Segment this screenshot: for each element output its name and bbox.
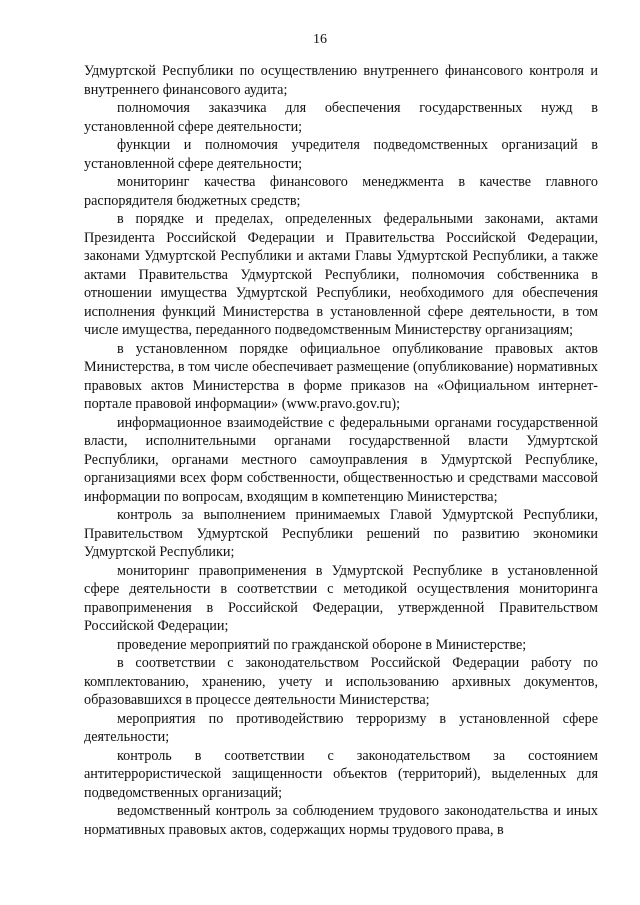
paragraph: мониторинг качества финансового менеджмента в качестве главного распорядителя бюджетных средств; [84,174,598,209]
paragraph: в порядке и пределах, определенных федеральными законами, актами Президента Российской Федерации и Правительства Российской Федерации, законами Удмуртской Республики и актами Главы Удмуртской Республики, а также актами Правительства Удмуртской Республики, полномочия собственника в отношении имущества Удмуртской Республики, необходимого для обеспечения исполнения функций Министерства в установленной сфере деятельности, в том числе имущества, переданного подведомственным Министерству организациям; [84,211,598,338]
document-body [84,62,598,839]
paragraph: полномочия заказчика для обеспечения государственных нужд в установленной сфере деятельности; [84,100,598,135]
paragraph: в соответствии с законодательством Российской Федерации работу по комплектованию, хранению, учету и использованию архивных документов, образовавшихся в процессе деятельности Министерства; [84,655,598,708]
page-number: 16 [313,32,327,47]
paragraph: ведомственный контроль за соблюдением трудового законодательства и иных нормативных правовых актов, содержащих нормы трудового права, в [84,803,598,838]
paragraph: мероприятия по противодействию терроризму в установленной сфере деятельности; [84,710,598,745]
paragraph: контроль за выполнением принимаемых Главой Удмуртской Республики, Правительством Удмуртской Республики решений по развитию экономики Удмуртской Республики; [84,507,598,560]
paragraph: функции и полномочия учредителя подведомственных организаций в установленной сфере деятельности; [84,137,598,172]
paragraph: информационное взаимодействие с федеральными органами государственной власти, исполнительными органами государственной власти Удмуртской Республики, органами местного самоуправления в Удмуртской Республике, организациями всех форм собственности, общественностью и средствами массовой информации по вопросам, входящим в компетенцию Министерства; [84,414,598,505]
paragraph: Удмуртской Республики по осуществлению внутреннего финансового контроля и внутреннего финансового аудита; [84,63,598,98]
paragraph: контроль в соответствии с законодательством за состоянием антитеррористической защищенности объектов (территорий), выделенных для подведомственных организаций; [84,747,598,801]
paragraph: в установленном порядке официальное опубликование правовых актов Министерства, в том числе обеспечивает размещение (опубликование) нормативных правовых актов Министерства в форме приказов на «Официальном интернет-портале правовой информации» (www.pravo.gov.ru); [84,340,598,412]
paragraph: мониторинг правоприменения в Удмуртской Республике в установленной сфере деятельности в соответствии с методикой осуществления мониторинга правоприменения в Российской Федерации, утвержденной Правительством Российской Федерации; [84,562,598,634]
paragraph: проведение мероприятий по гражданской обороне в Министерстве; [117,636,527,653]
